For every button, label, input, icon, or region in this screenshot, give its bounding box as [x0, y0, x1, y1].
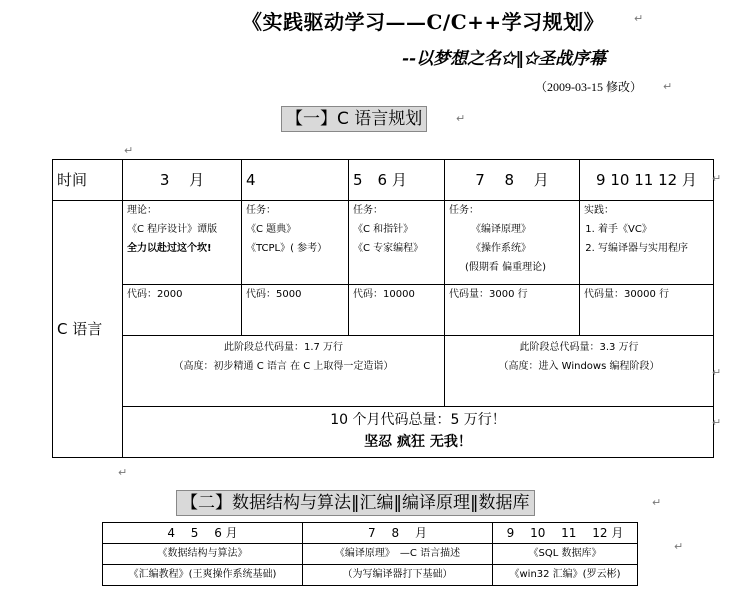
code-month-4: 代码：5000 [242, 285, 349, 336]
task-item: 《C 专家编程》 [353, 243, 424, 254]
stage-2-level: （高度：进入 Windows 编程阶段） [498, 361, 660, 372]
table-row [103, 565, 638, 586]
task-item: 《C 程序设计》谭版 [127, 224, 218, 235]
header-month-4: 4 [242, 160, 349, 201]
task-heading: 任务： [246, 205, 276, 216]
paragraph-mark-icon: ↵ [456, 112, 466, 125]
task-heading: 理论： [127, 205, 157, 216]
list-item: 2. 写编译器与实用程序 [598, 239, 709, 258]
task-item: 《操作系统》 [471, 243, 531, 254]
code-month-5-6: 代码：10000 [349, 285, 445, 336]
table-row [103, 544, 638, 565]
task-heading: 实践： [584, 205, 614, 216]
header-month-7-8: 7 8 月 [303, 523, 493, 544]
task-item: 《编译原理》 [471, 224, 531, 235]
code-month-3: 代码：2000 [123, 285, 242, 336]
book-assembly-tutorial: 《汇编教程》(王爽操作系统基础) [103, 565, 303, 586]
paragraph-mark-icon: ↵ [124, 144, 134, 157]
paragraph-mark-icon: ↵ [634, 12, 644, 25]
header-month-3: 3 月 [123, 160, 242, 201]
book-win32-assembly: 《win32 汇编》(罗云彬) [493, 565, 638, 586]
book-sql-database: 《SQL 数据库》 [493, 544, 638, 565]
paragraph-mark-icon: ↵ [652, 496, 662, 509]
header-time: 时间 [53, 160, 123, 201]
stage-1-summary [123, 336, 445, 407]
document-subtitle: --以梦想之名✩‖✩圣战序幕 [402, 49, 607, 69]
section-heading-ds-algorithms: 【二】数据结构与算法‖汇编‖编译原理‖数据库 [176, 490, 535, 516]
book-data-structures: 《数据结构与算法》 [103, 544, 303, 565]
note-compiler-foundation: （为写编译器打下基础） [303, 565, 493, 586]
table-row-tasks [53, 201, 714, 285]
practice-list [584, 220, 709, 258]
paragraph-mark-icon: ↵ [663, 80, 673, 93]
paragraph-mark-icon: ↵ [712, 366, 722, 379]
modified-date: （2009-03-15 修改） [535, 80, 642, 94]
task-item: 全力以赴过这个坎! [127, 243, 212, 254]
tasks-month-7-8 [445, 201, 580, 285]
total-summary [123, 407, 714, 458]
paragraph-mark-icon: ↵ [712, 416, 722, 429]
header-month-7-8: 7 8 月 [445, 160, 580, 201]
slogan: 坚忍 疯狂 无我！ [364, 434, 472, 450]
task-item: (假期看 偏重理论) [465, 262, 546, 273]
header-month-9-12: 9 10 11 12 月 [580, 160, 714, 201]
table-header-row [53, 160, 714, 201]
task-heading: 任务： [353, 205, 383, 216]
code-month-7-8: 代码量：3000 行 [445, 285, 580, 336]
header-month-4-6: 4 5 6 月 [103, 523, 303, 544]
stage-2-summary [445, 336, 714, 407]
task-item: 《TCPL》( 参考） [246, 243, 328, 254]
table-row-stage [53, 336, 714, 407]
stage-1-total: 此阶段总代码量：1.7 万行 [223, 342, 344, 353]
tasks-month-9-12 [580, 201, 714, 285]
table-header-row [103, 523, 638, 544]
list-item: 1. 着手《VC》 [598, 220, 709, 239]
row-label-c-language: C 语言 [53, 201, 123, 458]
task-item: 《C 和指针》 [353, 224, 414, 235]
section-heading-c-plan: 【一】C 语言规划 [281, 106, 427, 132]
document-title: 《实践驱动学习——C/C++学习规划》 [242, 10, 605, 34]
header-month-9-12: 9 10 11 12 月 [493, 523, 638, 544]
total-code: 10 个月代码总量：5 万行！ [330, 412, 506, 428]
table-row-total [53, 407, 714, 458]
paragraph-mark-icon: ↵ [712, 172, 722, 185]
advanced-plan-table [102, 522, 638, 586]
tasks-month-4 [242, 201, 349, 285]
header-month-5-6: 5 6 月 [349, 160, 445, 201]
task-heading: 任务： [449, 205, 479, 216]
c-plan-table [52, 159, 714, 458]
stage-1-level: （高度：初步精通 C 语言 在 C 上取得一定造诣） [173, 361, 394, 372]
tasks-month-5-6 [349, 201, 445, 285]
task-item: 《C 题典》 [246, 224, 297, 235]
book-compiler-principles: 《编译原理》 —C 语言描述 [303, 544, 493, 565]
tasks-month-3 [123, 201, 242, 285]
stage-2-total: 此阶段总代码量：3.3 万行 [519, 342, 639, 353]
paragraph-mark-icon: ↵ [674, 540, 684, 553]
code-month-9-12: 代码量：30000 行 [580, 285, 714, 336]
paragraph-mark-icon: ↵ [118, 466, 128, 479]
table-row-code [53, 285, 714, 336]
